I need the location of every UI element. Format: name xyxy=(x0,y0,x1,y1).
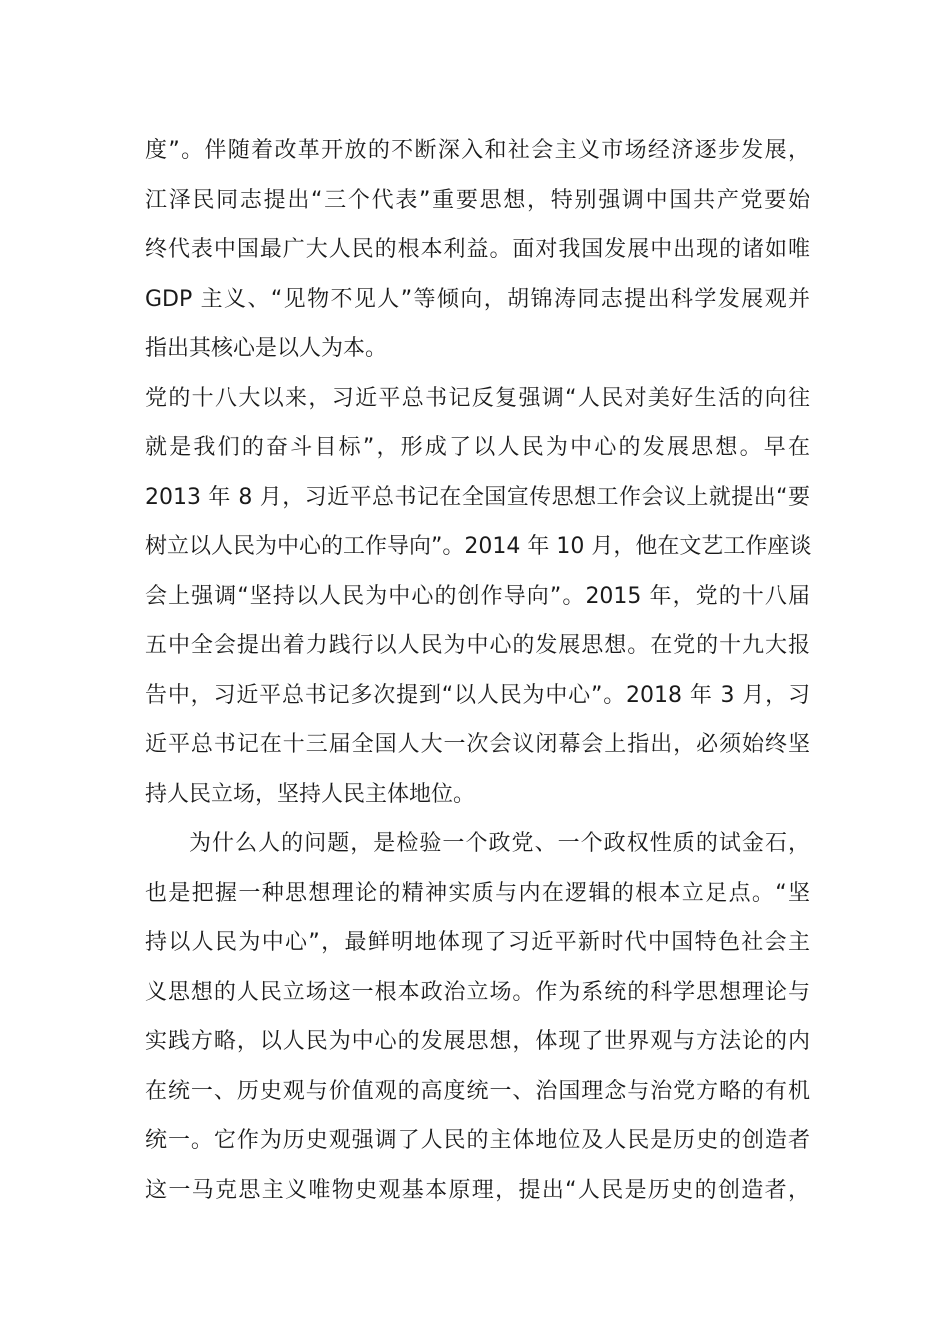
text-line: 江泽民同志提出“三个代表”重要思想，特别强调中国共产党要始 xyxy=(145,187,810,213)
text-line: 五中全会提出着力践行以人民为中心的发展思想。在党的十九大报 xyxy=(145,633,810,658)
text-line: 为什么人的问题，是检验一个政党、一个政权性质的试金石， xyxy=(189,831,810,856)
text-line: 也是把握一种思想理论的精神实质与内在逻辑的根本立足点。“坚 xyxy=(145,880,810,906)
text-line: 统一。它作为历史观强调了人民的主体地位及人民是历史的创造者 xyxy=(145,1128,810,1153)
text-line: 终代表中国最广大人民的根本利益。面对我国发展中出现的诸如唯 xyxy=(145,237,810,262)
text-line: 近平总书记在十三届全国人大一次会议闭幕会上指出，必须始终坚 xyxy=(145,732,810,757)
document-body xyxy=(145,130,810,1219)
text-line: 在统一、历史观与价值观的高度统一、治国理念与治党方略的有机 xyxy=(145,1078,810,1104)
text-line: 持人民立场，坚持人民主体地位。 xyxy=(145,781,476,807)
text-line: 树立以人民为中心的工作导向”。2014 年 10 月，他在文艺工作座谈 xyxy=(145,534,812,559)
text-line: 持以人民为中心”，最鲜明地体现了习近平新时代中国特色社会主 xyxy=(145,930,810,955)
text-line: 2013 年 8 月，习近平总书记在全国宣传思想工作会议上就提出“要 xyxy=(145,484,810,510)
text-line: 党的十八大以来，习近平总书记反复强调“人民对美好生活的向往 xyxy=(145,385,810,411)
text-line: 告中，习近平总书记多次提到“以人民为中心”。2018 年 3 月，习 xyxy=(145,682,810,708)
text-line: 会上强调“坚持以人民为中心的创作导向”。2015 年，党的十八届 xyxy=(145,583,810,609)
text-line: 度”。伴随着改革开放的不断深入和社会主义市场经济逐步发展， xyxy=(145,138,810,163)
text-line: GDP 主义、“见物不见人”等倾向，胡锦涛同志提出科学发展观并 xyxy=(145,286,810,312)
text-line: 义思想的人民立场这一根本政治立场。作为系统的科学思想理论与 xyxy=(145,979,810,1005)
text-line: 就是我们的奋斗目标”，形成了以人民为中心的发展思想。早在 xyxy=(145,435,810,460)
text-line: 指出其核心是以人为本。 xyxy=(145,336,388,361)
text-line: 实践方略，以人民为中心的发展思想，体现了世界观与方法论的内 xyxy=(145,1029,810,1054)
text-line: 这一马克思主义唯物史观基本原理，提出“人民是历史的创造者， xyxy=(145,1177,810,1203)
